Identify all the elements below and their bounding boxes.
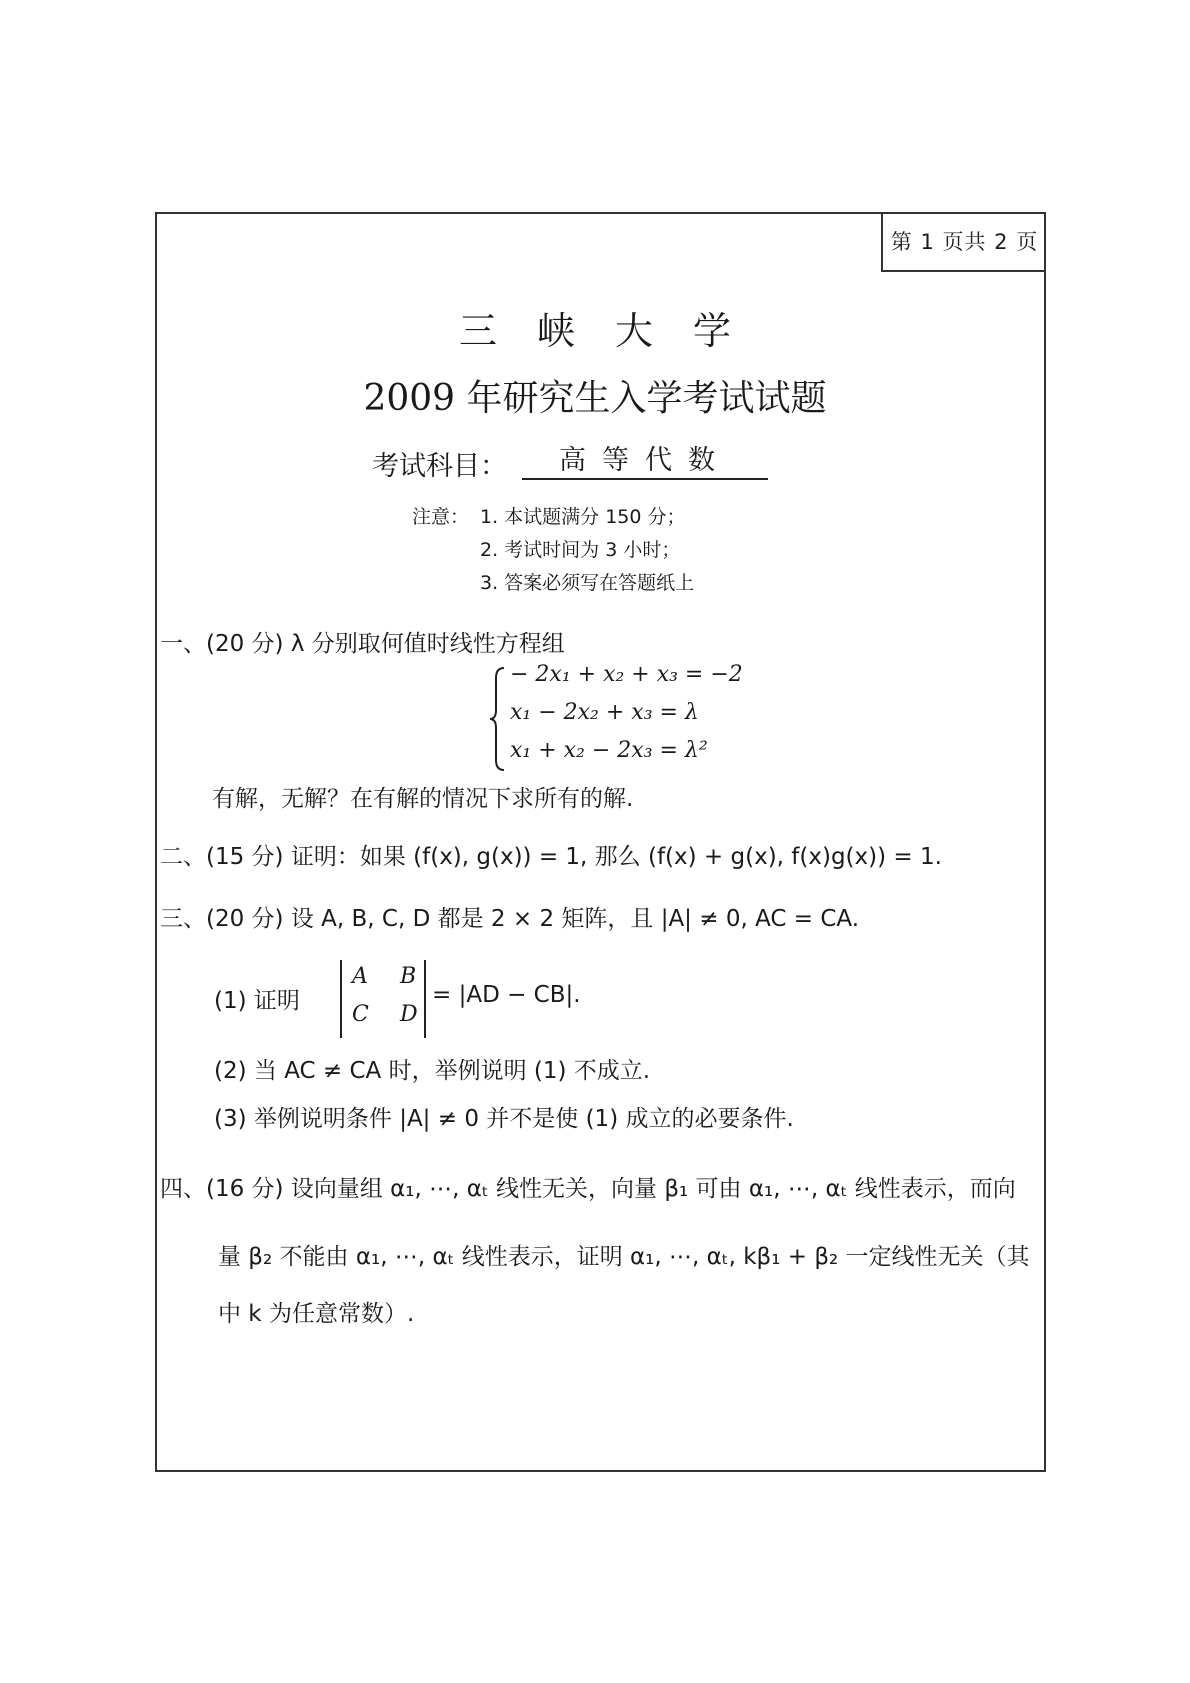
exam-title: 2009 年研究生入学考试试题 (363, 378, 827, 419)
determinant-bar (424, 960, 426, 1038)
left-brace-icon (488, 666, 508, 772)
determinant (340, 960, 440, 1038)
question-4-line-3: 中 k 为任意常数）. (218, 1301, 415, 1327)
question-3-sub2: (2) 当 AC ≠ CA 时，举例说明 (1) 不成立. (214, 1058, 651, 1084)
determinant-cell: D (400, 1002, 418, 1027)
equation-line: x₁ + x₂ − 2x₃ = λ² (510, 738, 708, 763)
question-3-sub1-prefix: (1) 证明 (214, 988, 300, 1014)
question-1-tail: 有解，无解？在有解的情况下求所有的解. (212, 786, 634, 812)
equation-line: x₁ − 2x₂ + x₃ = λ (510, 700, 699, 725)
question-3-lead: 三、(20 分) 设 A, B, C, D 都是 2 × 2 矩阵，且 |A| ≠ 0, AC = CA. (160, 906, 860, 932)
question-4-line-1: 四、(16 分) 设向量组 α₁, ⋯, αₜ 线性无关，向量 β₁ 可由 α₁, ⋯, αₜ 线性表示，而向 (160, 1176, 1016, 1202)
question-1-lead: 一、(20 分) λ 分别取何值时线性方程组 (160, 631, 565, 657)
university-title: 三峡大学 (458, 309, 771, 353)
determinant-bar (340, 960, 342, 1038)
subject-value: 高等代数 (522, 444, 768, 480)
notice-item: 2. 考试时间为 3 小时； (480, 539, 681, 561)
page-indicator: 第 1 页共 2 页 (881, 212, 1046, 272)
notice-item: 1. 本试题满分 150 分； (480, 506, 686, 528)
question-3-sub3: (3) 举例说明条件 |A| ≠ 0 并不是使 (1) 成立的必要条件. (214, 1106, 794, 1132)
question-2: 二、(15 分) 证明：如果 (f(x), g(x)) = 1, 那么 (f(x) + g(x), f(x)g(x)) = 1. (160, 844, 942, 870)
notice-label: 注意： (412, 506, 470, 528)
determinant-cell: C (352, 1002, 369, 1027)
question-3-sub1-suffix: = |AD − CB|. (432, 982, 581, 1008)
determinant-cell: A (352, 964, 368, 989)
equation-line: − 2x₁ + x₂ + x₃ = −2 (510, 662, 743, 687)
question-4-line-2: 量 β₂ 不能由 α₁, ⋯, αₜ 线性表示，证明 α₁, ⋯, αₜ, kβ₁ + β₂ 一定线性无关（其 (218, 1244, 1030, 1270)
determinant-cell: B (400, 964, 417, 989)
notice-item: 3. 答案必须写在答题纸上 (480, 572, 695, 594)
subject-label: 考试科目： (372, 451, 507, 482)
